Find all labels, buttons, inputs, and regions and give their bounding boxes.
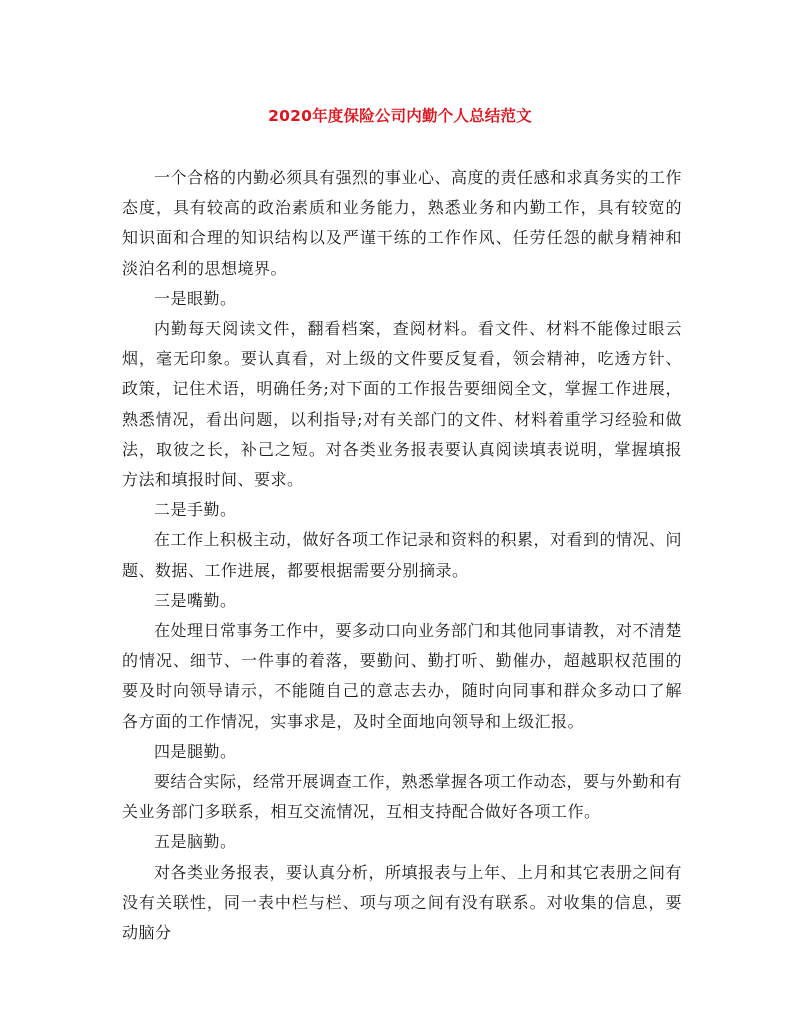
paragraph-mouth-diligence: 在处理日常事务工作中，要多动口向业务部门和其他同事请教，对不清楚的情况、细节、一件事的着落，要勤问、勤打听、勤催办，超越职权范围的要及时向领导请示，不能随自己的意志去办，随时向同事和群众多动口了解各方面的工作情况，实事求是，及时全面地向领导和上级汇报。 [122, 621, 683, 731]
heading-mouth-diligence: 三是嘴勤。 [154, 590, 237, 610]
paragraph-hand-diligence: 在工作上积极主动，做好各项工作记录和资料的积累，对看到的情况、问题、数据、工作进展，都要根据需要分别摘录。 [122, 530, 683, 580]
heading-eye-diligence: 一是眼勤。 [154, 288, 237, 308]
paragraph-leg-diligence: 要结合实际，经常开展调查工作，熟悉掌握各项工作动态，要与外勤和有关业务部门多联系，相互交流情况，互相支持配合做好各项工作。 [122, 772, 683, 822]
heading-brain-diligence: 五是脑勤。 [154, 832, 237, 852]
document-body [122, 163, 682, 948]
document-title: 2020年度保险公司内勤个人总结范文 [268, 107, 532, 125]
heading-leg-diligence: 四是腿勤。 [154, 741, 237, 761]
heading-hand-diligence: 二是手勤。 [154, 500, 237, 520]
paragraph-intro: 一个合格的内勤必须具有强烈的事业心、高度的责任感和求真务实的工作态度，具有较高的政治素质和业务能力，熟悉业务和内勤工作，具有较宽的知识面和合理的知识结构以及严谨干练的工作作风、任劳任怨的献身精神和淡泊名利的思想境界。 [122, 168, 683, 278]
paragraph-eye-diligence: 内勤每天阅读文件，翻看档案，查阅材料。看文件、材料不能像过眼云烟，毫无印象。要认真看，对上级的文件要反复看，领会精神，吃透方针、政策，记住术语，明确任务;对下面的工作报告要细阅全文，掌握工作进展，熟悉情况，看出问题，以利指导;对有关部门的文件、材料着重学习经验和做法，取彼之长，补己之短。对各类业务报表要认真阅读填表说明，掌握填报方法和填报时间、要求。 [122, 319, 682, 490]
paragraph-brain-diligence: 对各类业务报表，要认真分析，所填报表与上年、上月和其它表册之间有没有关联性，同一表中栏与栏、项与项之间有没有联系。对收集的信息，要动脑分 [122, 862, 683, 943]
